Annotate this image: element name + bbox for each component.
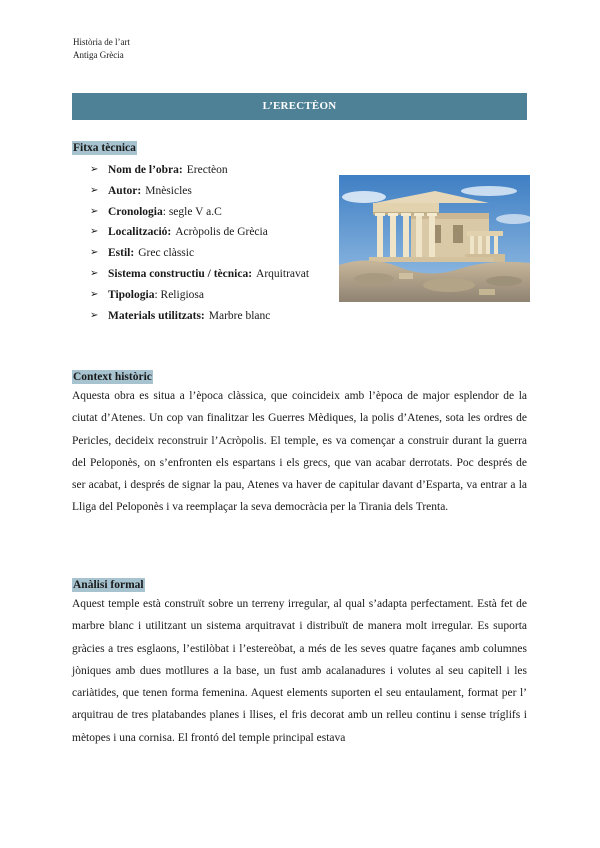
arrowhead-bullet-icon: ➢ [90, 267, 99, 279]
fitxa-item-label: Cronologia [108, 205, 163, 218]
fitxa-item [90, 243, 309, 264]
header-topic: Antiga Grècia [73, 50, 124, 60]
fitxa-item-value: Grec clàssic [138, 247, 195, 260]
context-paragraph: Aquesta obra es situa a l’època clàssica, que coincideix amb l’època de major esplendor de la ciutat d’Atenes. Un cop van finalitzar les Guerres Mèdiques, la polis d’Atenes, sota les ordres de Pericles, decideix reconstruir l’Acròpolis. El temple, es va començar a construir durant la guerra del Peloponès, on s’enfronten els espartans i els grecs, que van acabar derrotats. Poc després de ser acabat, i després de signar la pau, Atenes va haver de capitular davant d’Esparta, va entrar a la Lliga del Peloponès i va reemplaçar la seva democràcia per la Tirania dels Trenta. [72, 390, 527, 514]
fitxa-item-label: Materials utilitzats: [108, 309, 205, 322]
arrowhead-bullet-icon: ➢ [90, 226, 99, 238]
fitxa-item-value: : segle V a.C [162, 205, 222, 218]
document-title: L’ERECTÈON [72, 93, 527, 120]
fitxa-item [90, 202, 309, 223]
arrowhead-bullet-icon: ➢ [90, 288, 99, 300]
fitxa-item [90, 306, 309, 327]
arrowhead-bullet-icon: ➢ [90, 247, 99, 259]
fitxa-heading: Fitxa tècnica [73, 142, 136, 154]
fitxa-item [90, 222, 309, 243]
arrowhead-bullet-icon: ➢ [90, 205, 99, 217]
fitxa-item [90, 160, 309, 181]
fitxa-item-value: Erectèon [186, 164, 228, 176]
arrowhead-bullet-icon: ➢ [90, 164, 99, 175]
page-header [73, 36, 130, 62]
fitxa-item-label: Tipologia [108, 288, 155, 301]
arrowhead-bullet-icon: ➢ [90, 309, 99, 321]
fitxa-item [90, 181, 309, 202]
analisi-paragraph: Aquest temple està construït sobre un terreny irregular, al qual s’adapta perfectament. Està fet de marbre blanc i utilitzant un sistema arquitravat i distribuït de manera molt irregular. Es suporta gràcies a tres esglaons, l’estilòbat i l’estereòbat, a més de les seves quatre façanes amb columnes jòniques amb dues motllures a la base, un fust amb acalanadures i volutes al seu capitell i les cariàtides, que tenen forma femenina. Aquest elements suporten el seu entaulament, format per l’ arquitrau de tres platabandes planes i llises, el fris decorat amb un relleu continu i sense tríglifs i mètopes i una cornisa. El frontó del temple principal estava [72, 598, 527, 744]
fitxa-item-value: Marbre blanc [208, 309, 271, 322]
fitxa-item-label: Localització: [108, 226, 172, 239]
arrowhead-bullet-icon: ➢ [90, 184, 99, 196]
header-subject: Història de l’art [73, 37, 130, 47]
fitxa-item-label: Sistema constructiu / tècnica: [108, 267, 253, 280]
fitxa-item-value: Arquitravat [256, 267, 310, 280]
context-heading: Context històric [73, 371, 152, 383]
erechtheion-photo [339, 175, 530, 302]
fitxa-item-label: Autor: [108, 184, 142, 197]
analisi-heading: Anàlisi formal [73, 579, 144, 591]
fitxa-item [90, 285, 309, 306]
fitxa-item [90, 264, 309, 285]
fitxa-item-value: Acròpolis de Grècia [175, 226, 268, 239]
fitxa-list [90, 160, 309, 326]
fitxa-item-label: Estil: [108, 247, 135, 260]
fitxa-item-value: Mnèsicles [145, 184, 192, 197]
fitxa-item-value: : Religiosa [154, 288, 204, 301]
fitxa-item-label: Nom de l’obra: [108, 164, 183, 176]
